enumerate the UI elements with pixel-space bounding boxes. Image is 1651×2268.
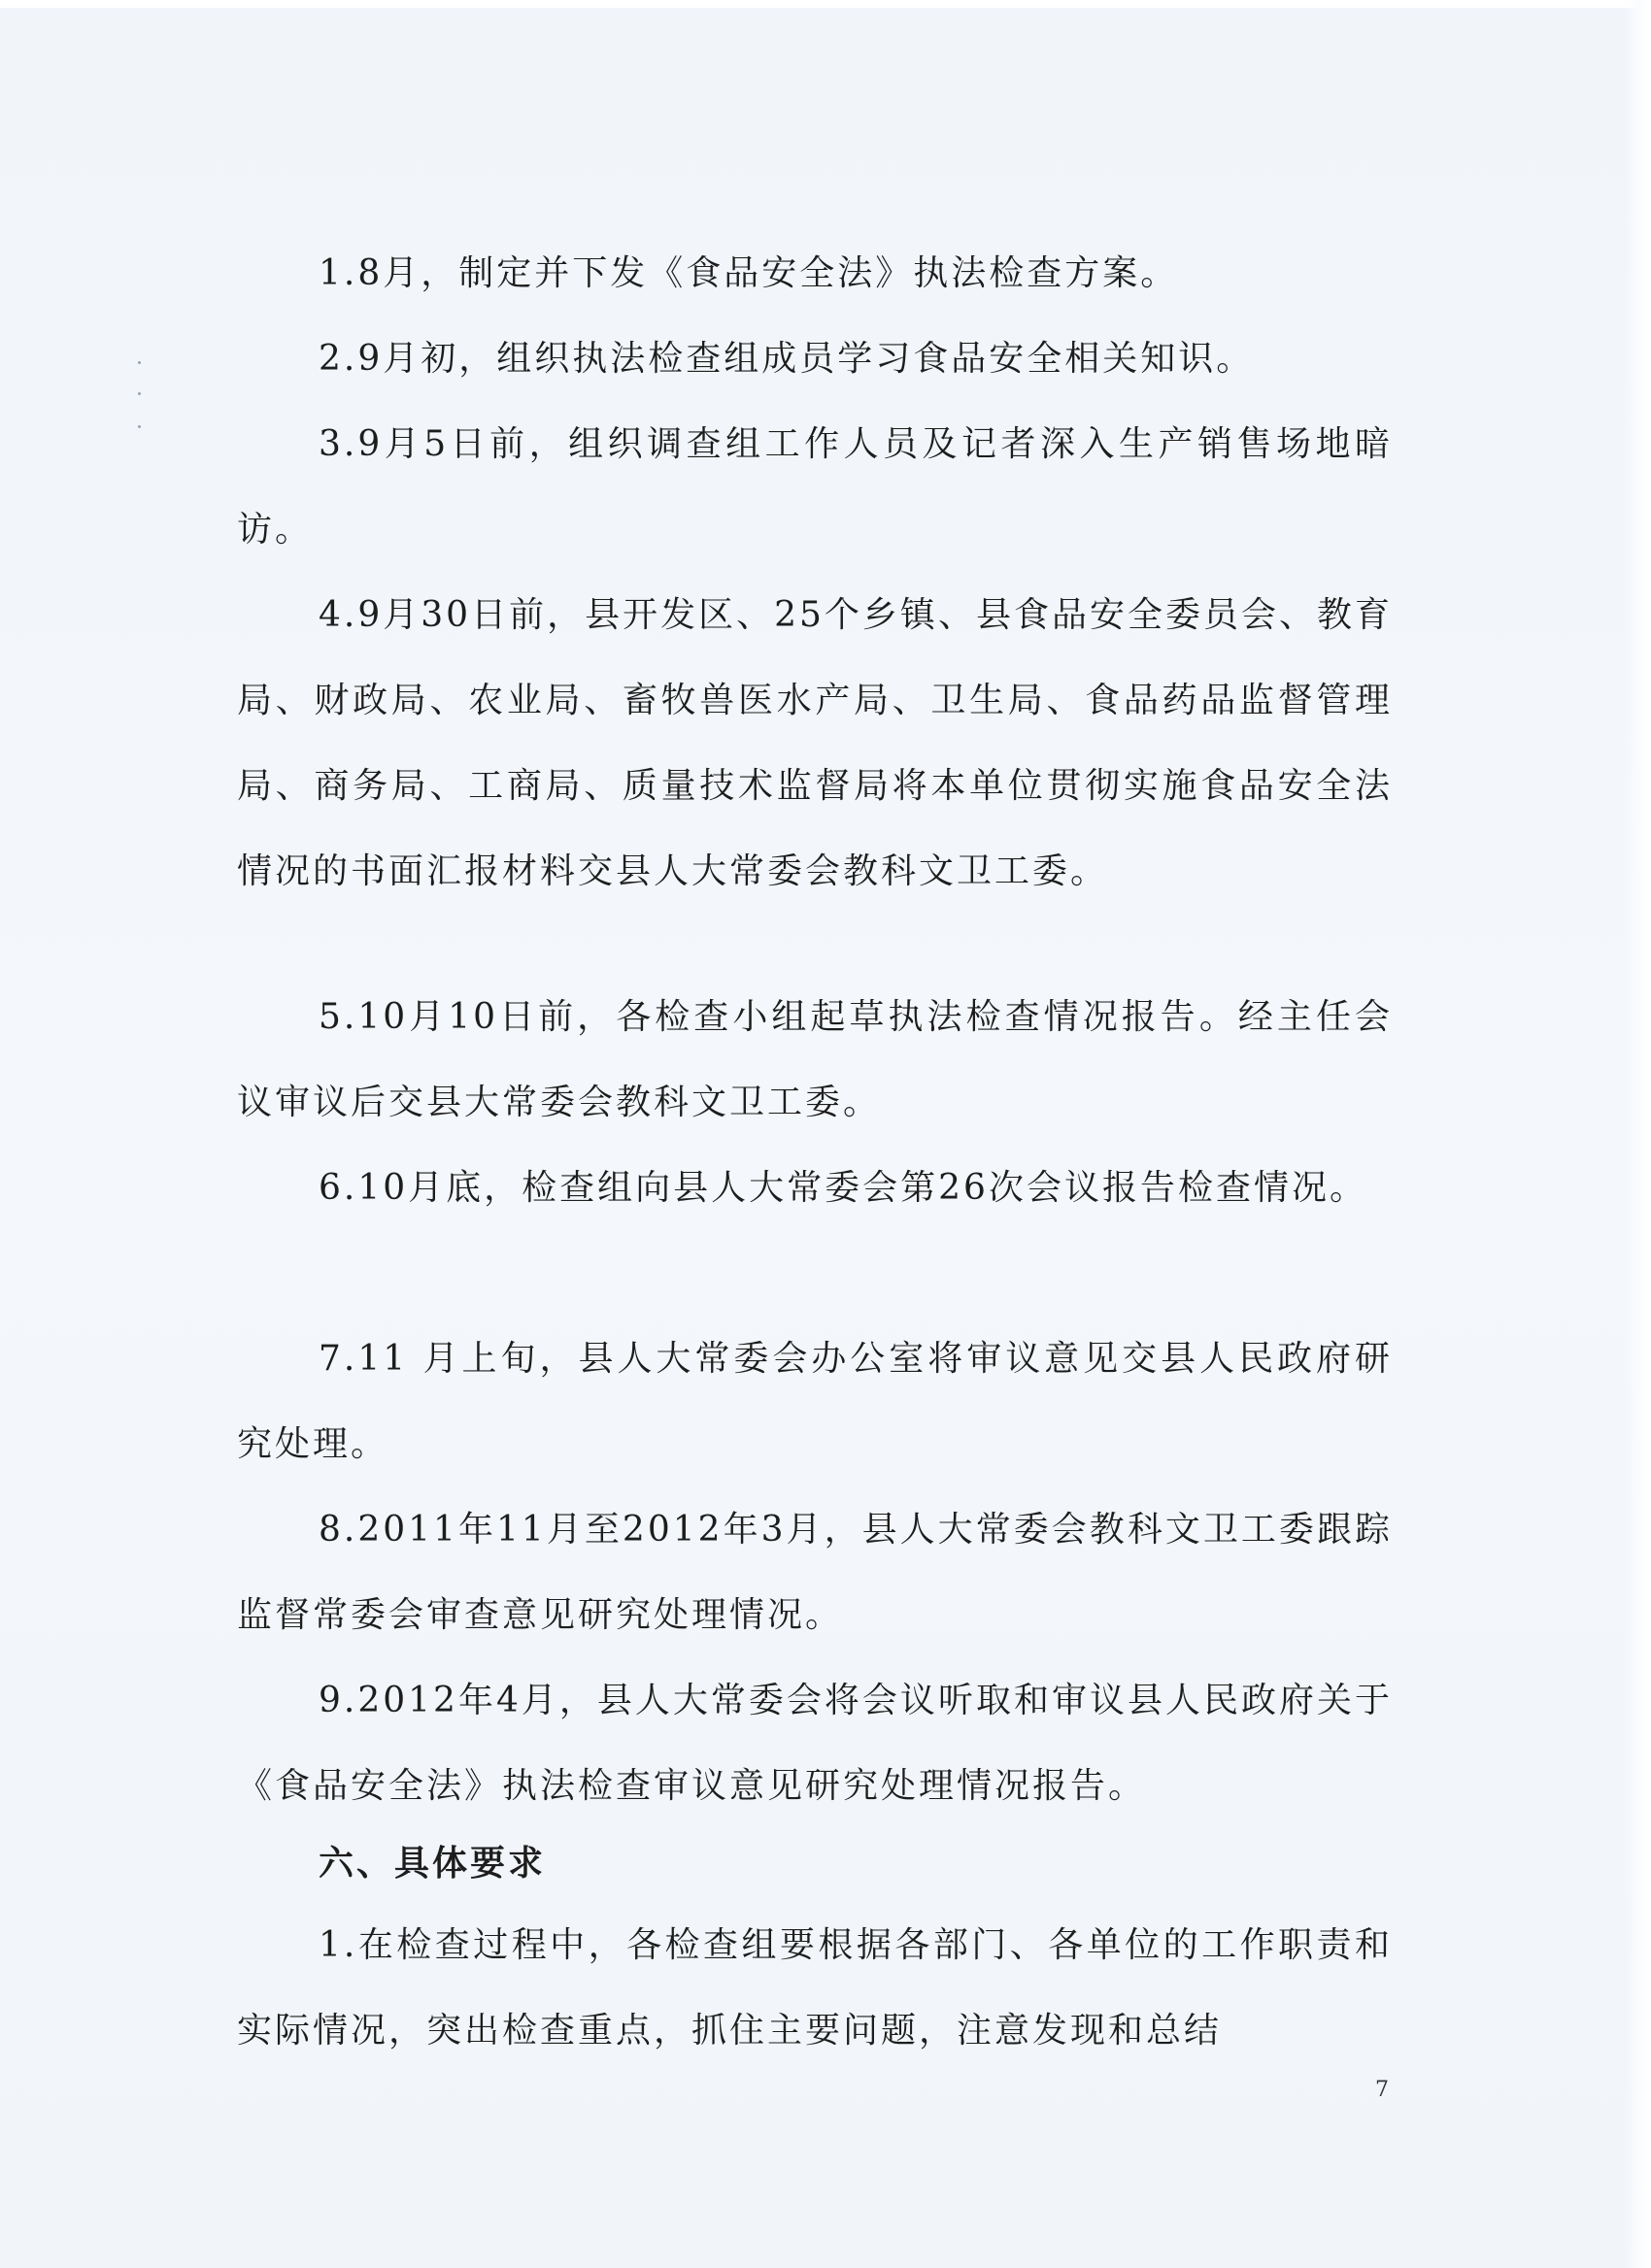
scan-edge-top — [0, 0, 1651, 8]
section-heading: 六、具体要求 — [319, 1844, 547, 1884]
binding-mark — [138, 425, 141, 428]
paragraph-3: 3.9月5日前，组织调查组工作人员及记者深入生产销售场地暗访。 — [237, 424, 1393, 550]
page-number: 7 — [1375, 2078, 1389, 2102]
paragraph-9: 9.2012年4月，县人大常委会将会议听取和审议县人民政府关于《食品安全法》执法检查审议意见研究处理情况报告。 — [237, 1681, 1393, 1806]
scan-edge-right — [1624, 0, 1651, 2268]
paragraph-2: 2.9月初，组织执法检查组成员学习食品安全相关知识。 — [319, 339, 1255, 379]
paragraph-8: 8.2011年11月至2012年3月，县人大常委会教科文卫工委跟踪监督常委会审查意见研究处理情况。 — [237, 1510, 1393, 1635]
paragraph-final: 1.在检查过程中，各检查组要根据各部门、各单位的工作职责和实际情况，突出检查重点，抓住主要问题，注意发现和总结 — [237, 1925, 1393, 2051]
binding-mark — [138, 392, 141, 395]
paragraph-5: 5.10月10日前，各检查小组起草执法检查情况报告。经主任会议审议后交县大常委会教科文卫工委。 — [237, 997, 1393, 1122]
paragraph-7: 7.11 月上旬，县人大常委会办公室将审议意见交县人民政府研究处理。 — [237, 1339, 1393, 1464]
paragraph-6: 6.10月底，检查组向县人大常委会第26次会议报告检查情况。 — [319, 1168, 1367, 1208]
binding-mark — [138, 361, 141, 364]
paragraph-4: 4.9月30日前，县开发区、25个乡镇、县食品安全委员会、教育局、财政局、农业局、畜牧兽医水产局、卫生局、食品药品监督管理局、商务局、工商局、质量技术监督局将本单位贯彻实施食品安全法情况的书面汇报材料交县人大常委会教科文卫工委。 — [237, 595, 1393, 891]
paragraph-1: 1.8月，制定并下发《食品安全法》执法检查方案。 — [319, 253, 1179, 293]
